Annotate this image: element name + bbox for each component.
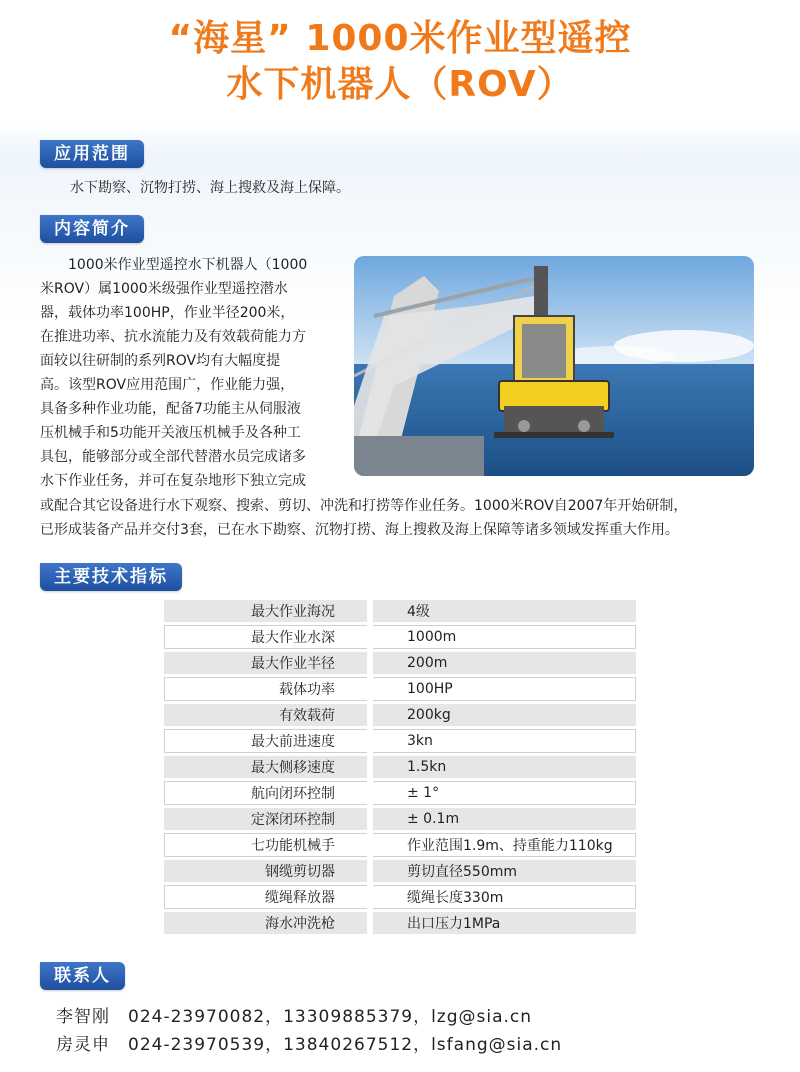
spec-value: 200kg xyxy=(373,704,636,726)
intro-line: 压机械手和5功能开关液压机械手及各种工 xyxy=(40,425,301,441)
application-text: 水下勘察、沉物打捞、海上搜救及海上保障。 xyxy=(70,180,350,196)
contact-detail: 024-23970539，13840267512，lsfang@sia.cn xyxy=(128,1035,563,1055)
spec-label: 最大侧移速度 xyxy=(164,756,367,778)
spec-label: 最大前进速度 xyxy=(164,729,367,753)
spec-value: 缆绳长度330m xyxy=(373,885,636,909)
title-line-1: “海星” 1000米作业型遥控 xyxy=(168,18,632,59)
spec-row xyxy=(164,885,636,909)
intro-line: 米ROV）属1000米级强作业型遥控潜水 xyxy=(40,281,288,297)
spec-row xyxy=(164,833,636,857)
title-line-2: 水下机器人（ROV） xyxy=(226,64,574,105)
intro-line: 高。该型ROV应用范围广，作业能力强， xyxy=(40,377,295,393)
spec-row xyxy=(164,652,636,674)
spec-value: 出口压力1MPa xyxy=(373,912,636,934)
spec-label: 航向闭环控制 xyxy=(164,781,367,805)
section-heading-application: 应用范围 xyxy=(40,140,144,168)
spec-label: 七功能机械手 xyxy=(164,833,367,857)
spec-value: 4级 xyxy=(373,600,636,622)
contact-detail: 024-23970082，13309885379，lzg@sia.cn xyxy=(128,1007,533,1027)
spec-label: 最大作业水深 xyxy=(164,625,367,649)
spec-row xyxy=(164,808,636,830)
intro-line: 具包，能够部分或全部代替潜水员完成诸多 xyxy=(40,449,306,465)
spec-label: 载体功率 xyxy=(164,677,367,701)
intro-wrapped-text xyxy=(40,253,360,493)
spec-value: 3kn xyxy=(373,729,636,753)
spec-label: 最大作业海况 xyxy=(164,600,367,622)
spec-value: 作业范围1.9m、持重能力110kg xyxy=(373,833,636,857)
spec-value: ± 1° xyxy=(373,781,636,805)
intro-line: 在推进功率、抗水流能力及有效载荷能力方 xyxy=(40,329,306,345)
intro-line: 1000米作业型遥控水下机器人（1000 xyxy=(40,257,308,273)
spec-table xyxy=(164,597,636,937)
contact-name: 李智刚 xyxy=(56,1007,110,1027)
spec-row xyxy=(164,912,636,934)
section-heading-contact: 联系人 xyxy=(40,962,125,990)
spec-value: 剪切直径550mm xyxy=(373,860,636,882)
spec-value: 1.5kn xyxy=(373,756,636,778)
intro-full-text xyxy=(40,494,780,542)
spec-value: ± 0.1m xyxy=(373,808,636,830)
spec-label: 缆绳释放器 xyxy=(164,885,367,909)
intro-line: 或配合其它设备进行水下观察、搜索、剪切、冲洗和打捞等作业任务。1000米ROV自2007年开始研制， xyxy=(40,498,688,514)
intro-line: 具备多种作业功能，配备7功能主从伺服液 xyxy=(40,401,301,417)
rov-photo xyxy=(354,256,754,476)
spec-label: 定深闭环控制 xyxy=(164,808,367,830)
spec-value: 100HP xyxy=(373,677,636,701)
spec-label: 钢缆剪切器 xyxy=(164,860,367,882)
contact-person-1 xyxy=(56,1002,532,1027)
spec-row xyxy=(164,860,636,882)
section-heading-specs: 主要技术指标 xyxy=(40,563,182,591)
spec-row xyxy=(164,625,636,649)
intro-line: 器，载体功率100HP，作业半径200米， xyxy=(40,305,295,321)
contact-name: 房灵申 xyxy=(56,1035,110,1055)
spec-value: 200m xyxy=(373,652,636,674)
intro-line: 面较以往研制的系列ROV均有大幅度提 xyxy=(40,353,281,369)
spec-label: 有效载荷 xyxy=(164,704,367,726)
spec-row xyxy=(164,756,636,778)
spec-row xyxy=(164,781,636,805)
intro-line: 水下作业任务，并可在复杂地形下独立完成 xyxy=(40,473,306,489)
contact-person-2 xyxy=(56,1030,562,1055)
spec-row xyxy=(164,704,636,726)
spec-row xyxy=(164,729,636,753)
spec-label: 最大作业半径 xyxy=(164,652,367,674)
spec-row xyxy=(164,600,636,622)
spec-row xyxy=(164,677,636,701)
intro-line: 已形成装备产品并交付3套，已在水下勘察、沉物打捞、海上搜救及海上保障等诸多领域发挥重大作用。 xyxy=(40,522,679,538)
spec-value: 1000m xyxy=(373,625,636,649)
section-heading-intro: 内容简介 xyxy=(40,215,144,243)
spec-label: 海水冲洗枪 xyxy=(164,912,367,934)
